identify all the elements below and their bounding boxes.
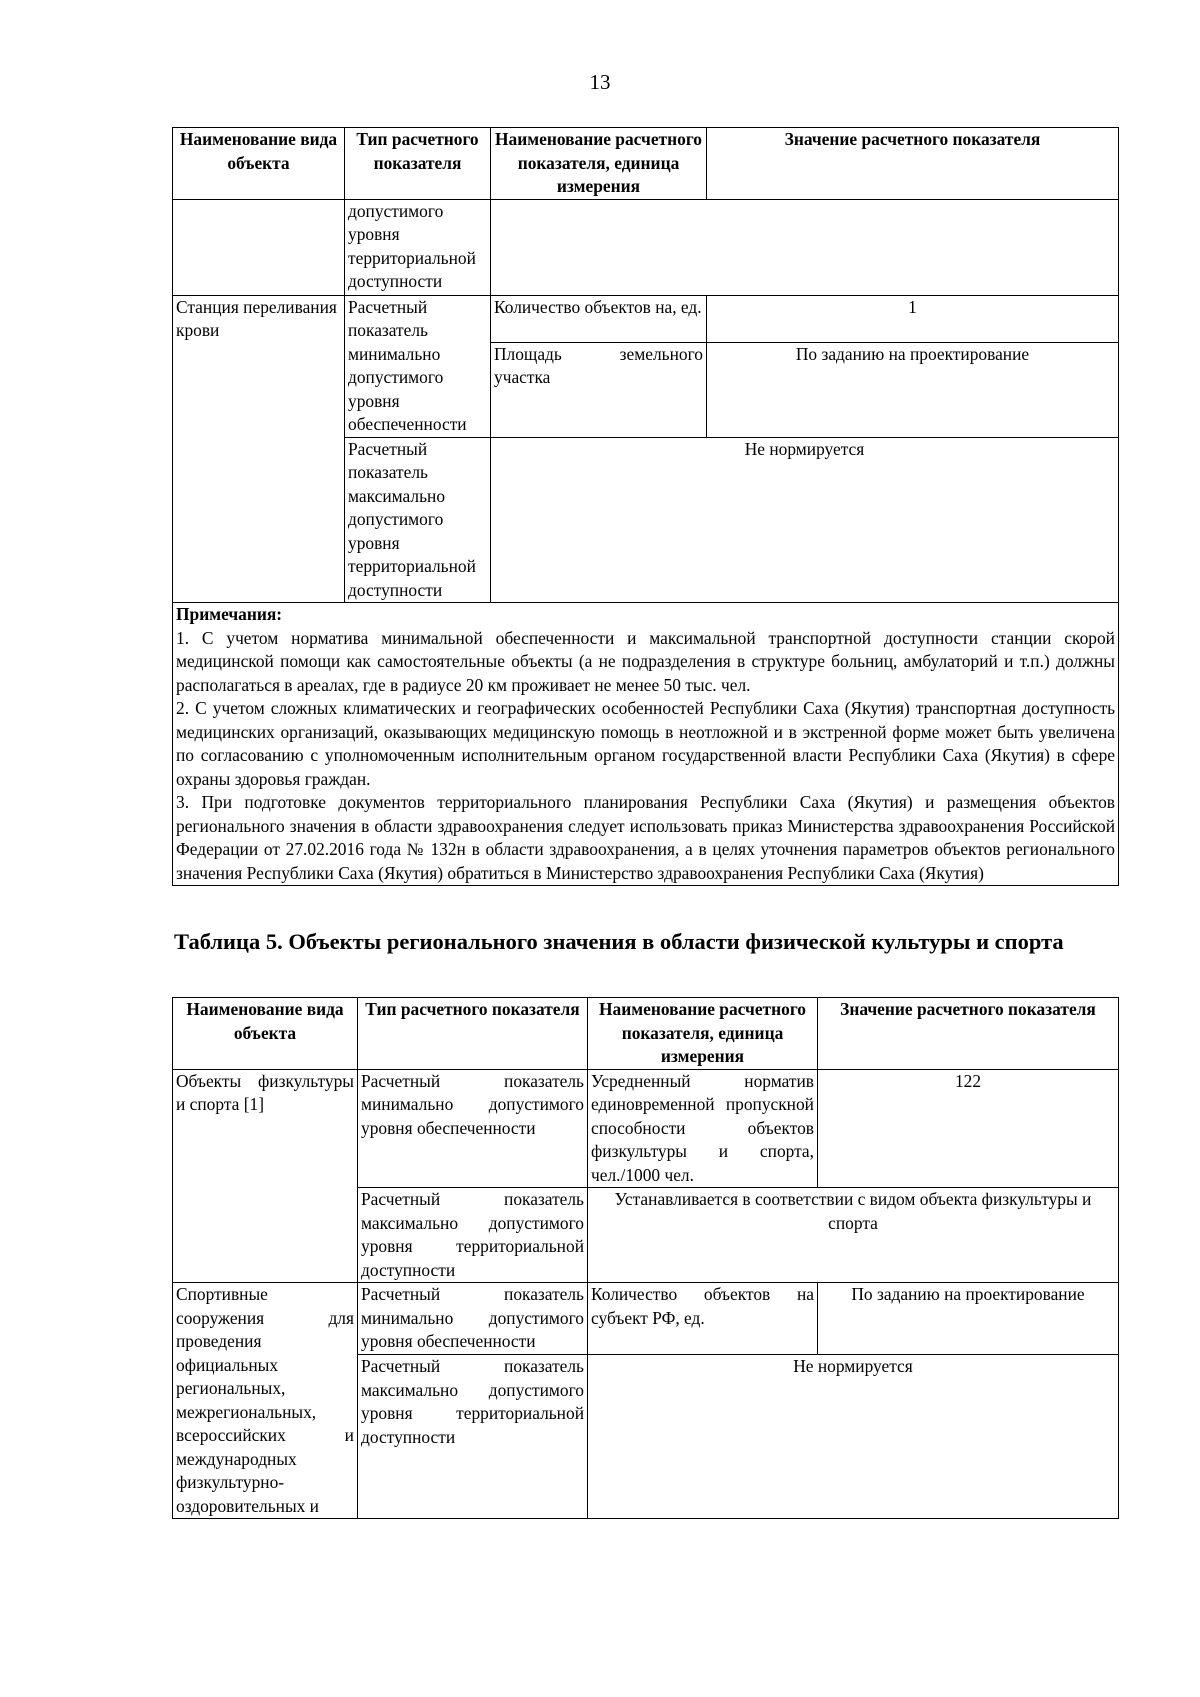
- indicator-type-cell: Расчетный показатель минимально допустимого уровня обеспеченности: [345, 295, 491, 437]
- indicator-type-cell: Расчетный показатель минимально допустимого уровня обеспеченности: [358, 1283, 588, 1355]
- indicator-type-cell: допустимого уровня территориальной доступности: [345, 199, 491, 295]
- table-header-row: [173, 998, 1119, 1070]
- table-row: [173, 1283, 1119, 1355]
- table-header-row: [173, 128, 1119, 200]
- indicator-name-cell: Количество объектов на субъект РФ, ед.: [588, 1283, 818, 1355]
- header-indicator-type: Тип расчетного показателя: [345, 128, 491, 200]
- table-row: [173, 1069, 1119, 1188]
- note-3: 3. При подготовке документов территориального планирования Республики Саха (Якутия) и размещения объектов регионального значения в области здравоохранения следует использовать приказ Министерства здравоохранения Российской Федерации от 27.02.2016 года № 132н в области здравоохранения, а в целях уточнения параметров объектов регионального значения Республики Саха (Якутия) обратиться в Министерство здравоохранения Республики Саха (Якутия): [176, 792, 1115, 883]
- object-name-cell: Спортивные сооружения для проведения официальных региональных, межрегиональных, всероссийских и международных физкультурно-оздоровительных и: [173, 1283, 358, 1519]
- header-indicator-type: Тип расчетного показателя: [358, 998, 588, 1070]
- header-indicator-name: Наименование расчетного показателя, единица измерения: [491, 128, 707, 200]
- indicator-value-cell: Устанавливается в соответствии с видом объекта физкультуры и спорта: [588, 1188, 1119, 1283]
- object-name-cell: Объекты физкультуры и спорта [1]: [173, 1069, 358, 1283]
- object-name-cell: Станция переливания крови: [173, 295, 345, 603]
- notes-title: Примечания:: [176, 604, 283, 624]
- indicator-type-cell: Расчетный показатель максимально допустимого уровня территориальной доступности: [358, 1188, 588, 1283]
- table-medical-objects: [172, 127, 1119, 886]
- indicator-value-cell: Не нормируется: [491, 437, 1119, 603]
- header-indicator-name: Наименование расчетного показателя, единица измерения: [588, 998, 818, 1070]
- table-5-caption: Таблица 5. Объекты регионального значения в области физической культуры и спорта: [174, 929, 1064, 954]
- notes-row: [173, 603, 1119, 886]
- indicator-type-cell: Расчетный показатель максимально допустимого уровня территориальной доступности: [358, 1355, 588, 1519]
- indicator-name-cell: Количество объектов на, ед.: [491, 295, 707, 342]
- notes-cell: [173, 603, 1119, 886]
- table-row: [173, 295, 1119, 342]
- indicator-value-cell: Не нормируется: [588, 1355, 1119, 1519]
- page-number: 13: [589, 70, 611, 94]
- indicator-type-cell: Расчетный показатель минимально допустимого уровня обеспеченности: [358, 1069, 588, 1188]
- table-row: [173, 199, 1119, 295]
- indicator-type-cell: Расчетный показатель максимально допустимого уровня территориальной доступности: [345, 437, 491, 603]
- indicator-name-cell: Усредненный норматив единовременной пропускной способности объектов физкультуры и спорта, чел./1000 чел.: [588, 1069, 818, 1188]
- note-1: 1. С учетом норматива минимальной обеспеченности и максимальной транспортной доступности станции скорой медицинской помощи как самостоятельные объекты (а не подразделения в структуре больниц, амбулаторий и т.п.) должны располагаться в ареалах, где в радиусе 20 км проживает не менее 50 тыс. чел.: [176, 627, 1115, 695]
- indicator-value-cell: 1: [707, 295, 1119, 342]
- header-indicator-value: Значение расчетного показателя: [818, 998, 1119, 1070]
- header-indicator-value: Значение расчетного показателя: [707, 128, 1119, 200]
- header-object-type: Наименование вида объекта: [173, 128, 345, 200]
- indicator-value-cell: По заданию на проектирование: [818, 1283, 1119, 1355]
- object-cell-empty: [173, 199, 345, 295]
- empty-cell: [491, 199, 1119, 295]
- indicator-value-cell: 122: [818, 1069, 1119, 1188]
- note-2: 2. С учетом сложных климатических и географических особенностей Республики Саха (Якутия) транспортная доступность медицинских организаций, оказывающих медицинскую помощь в неотложной и в экстренной форме может быть увеличена по согласованию с уполномоченным исполнительным органом государственной власти Республики Саха (Якутия) в сфере охраны здоровья граждан.: [176, 698, 1115, 789]
- table-sport-objects: [172, 997, 1119, 1519]
- header-object-type: Наименование вида объекта: [173, 998, 358, 1070]
- indicator-name-cell: Площадь земельного участка: [491, 342, 707, 437]
- indicator-value-cell: По заданию на проектирование: [707, 342, 1119, 437]
